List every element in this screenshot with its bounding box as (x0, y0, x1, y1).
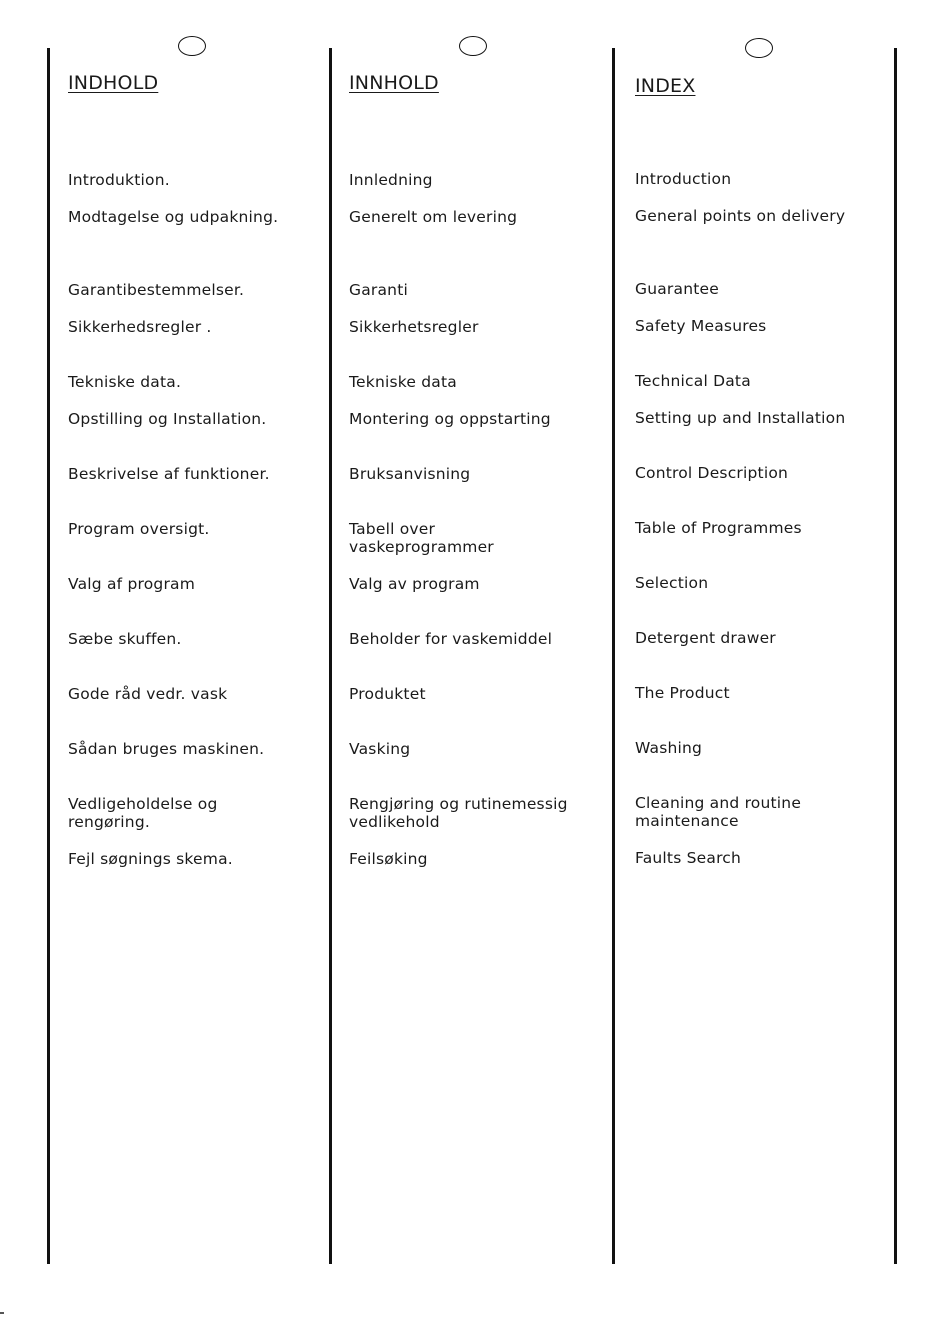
toc-entry: Guarantee (635, 280, 719, 298)
toc-entry: Control Description (635, 464, 789, 482)
column-title-english: INDEX (635, 75, 696, 97)
toc-entry: Introduction (635, 170, 732, 188)
toc-entry: Introduktion. (68, 171, 170, 189)
toc-entry: Montering og oppstarting (349, 410, 551, 428)
toc-entry: Feilsøking (349, 850, 428, 868)
toc-entry: Beholder for vaskemiddel (349, 630, 553, 648)
toc-entry: General points on delivery (635, 207, 846, 225)
toc-entry: Sikkerhedsregler . (68, 318, 212, 336)
column-rule-4 (894, 48, 897, 1264)
toc-entry: Sikkerhetsregler (349, 318, 479, 336)
toc-entry: Innledning (349, 171, 433, 189)
toc-entry: Bruksanvisning (349, 465, 471, 483)
toc-entry: Fejl søgnings skema. (68, 850, 233, 868)
toc-entry: Opstilling og Installation. (68, 410, 267, 428)
toc-entry: Generelt om levering (349, 208, 518, 226)
toc-entry: Table of Programmes (635, 519, 802, 537)
toc-entry: Cleaning and routine maintenance (635, 794, 802, 830)
toc-entry: Rengjøring og rutinemessig vedlikehold (349, 795, 568, 831)
toc-entry: Washing (635, 739, 703, 757)
toc-entry: Technical Data (635, 372, 751, 390)
column-rule-3 (612, 48, 615, 1264)
toc-entry: Beskrivelse af funktioner. (68, 465, 270, 483)
toc-entry: Safety Measures (635, 317, 767, 335)
toc-entry: Program oversigt. (68, 520, 210, 538)
scan-dot-mark (0, 1312, 4, 1314)
toc-entry: Tekniske data. (68, 373, 182, 391)
toc-entry: Modtagelse og udpakning. (68, 208, 279, 226)
toc-entry: Vedligeholdelse og rengøring. (68, 795, 218, 831)
column-rule-1 (47, 48, 50, 1264)
toc-entry: Sådan bruges maskinen. (68, 740, 265, 758)
toc-entry: Garanti (349, 281, 408, 299)
column-title-danish: INDHOLD (68, 72, 159, 94)
toc-entry: Gode råd vedr. vask (68, 685, 228, 703)
toc-entry: Faults Search (635, 849, 742, 867)
toc-entry: Garantibestemmelser. (68, 281, 245, 299)
toc-entry: Valg af program (68, 575, 196, 593)
toc-entry: Valg av program (349, 575, 480, 593)
toc-entry: Detergent drawer (635, 629, 776, 647)
toc-entry: Vasking (349, 740, 411, 758)
toc-entry: The Product (635, 684, 730, 702)
column-title-norwegian: INNHOLD (349, 72, 439, 94)
language-flag-oval-danish (178, 36, 206, 56)
toc-entry: Setting up and Installation (635, 409, 846, 427)
toc-entry: Tabell over vaskeprogrammer (349, 520, 494, 556)
language-flag-oval-norwegian (459, 36, 487, 56)
toc-entry: Tekniske data (349, 373, 457, 391)
language-flag-oval-english (745, 38, 773, 58)
column-rule-2 (329, 48, 332, 1264)
toc-entry: Produktet (349, 685, 426, 703)
toc-entry: Sæbe skuffen. (68, 630, 182, 648)
toc-entry: Selection (635, 574, 709, 592)
